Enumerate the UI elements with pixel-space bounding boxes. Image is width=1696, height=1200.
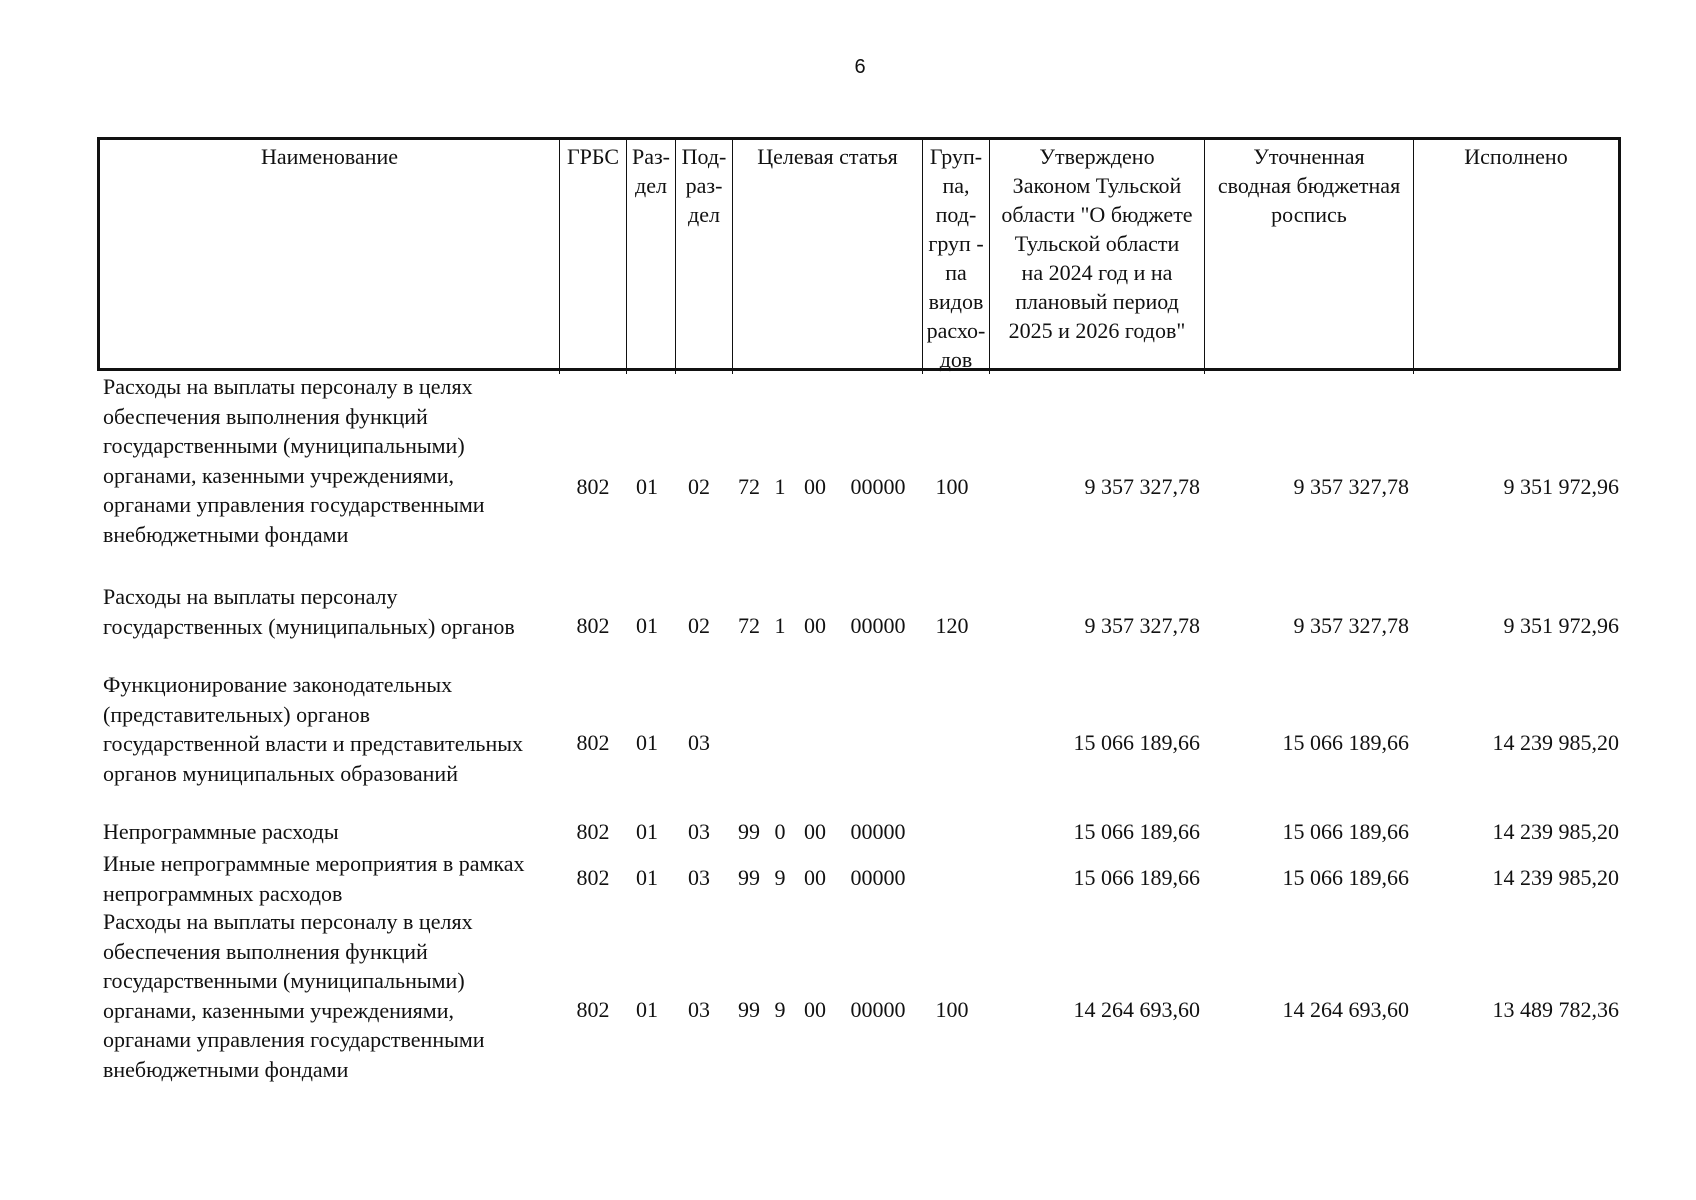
cell-grbs: 802 — [576, 997, 610, 1022]
cell-cs-program: 99 — [738, 819, 760, 844]
cell-cs-direction: 00000 — [850, 613, 906, 638]
cell-cs-type: 9 — [774, 997, 786, 1022]
cell-gruppa — [929, 817, 975, 847]
cell-razdel: 01 — [636, 865, 658, 890]
cell-utochnennaya: 9 357 327,78 — [1293, 613, 1409, 638]
cell-utverzhdeno: 15 066 189,66 — [1073, 819, 1200, 844]
header-razdel: Раз- дел — [627, 140, 676, 374]
cell-cs-program: 72 — [738, 613, 760, 638]
cell-cs-direction — [843, 728, 913, 758]
cell-cs-type: 9 — [774, 865, 786, 890]
cell-utochnennaya: 14 264 693,60 — [1282, 997, 1409, 1022]
cell-utverzhdeno: 15 066 189,66 — [1073, 865, 1200, 890]
header-gruppa: Груп- па, под- груп - па видов расхо- дов — [923, 140, 990, 374]
cell-grbs: 802 — [576, 474, 610, 499]
cell-razdel: 01 — [636, 474, 658, 499]
cell-razdel: 01 — [636, 613, 658, 638]
header-utverzhdeno: Утверждено Законом Тульской области "О бюджете Тульской области на 2024 год и на плановый период 2025 и 2026 годов" — [990, 140, 1205, 374]
cell-cs-direction: 00000 — [850, 865, 906, 890]
cell-cs-program: 99 — [738, 997, 760, 1022]
header-ispolneno: Исполнено — [1464, 144, 1568, 169]
cell-cs-direction: 00000 — [850, 474, 906, 499]
cell-podrazdel: 03 — [688, 997, 710, 1022]
cell-cs-type — [770, 728, 790, 758]
page-number: 6 — [854, 56, 866, 78]
cell-podrazdel: 03 — [688, 865, 710, 890]
header-grbs: ГРБС — [560, 140, 627, 374]
cell-razdel: 01 — [636, 997, 658, 1022]
cell-gruppa — [929, 728, 975, 758]
cell-utverzhdeno: 9 357 327,78 — [1084, 474, 1200, 499]
header-utochnennaya: Уточненная сводная бюджетная роспись — [1205, 140, 1414, 374]
cell-podrazdel: 02 — [688, 613, 710, 638]
header-celevaya-statya: Целевая статья — [733, 140, 923, 374]
cell-ispolneno: 9 351 972,96 — [1503, 474, 1619, 499]
cell-razdel: 01 — [636, 730, 658, 755]
cell-gruppa: 100 — [935, 997, 969, 1022]
cell-utochnennaya: 9 357 327,78 — [1293, 474, 1409, 499]
cell-ispolneno: 13 489 782,36 — [1492, 997, 1619, 1022]
cell-utochnennaya: 15 066 189,66 — [1282, 819, 1409, 844]
cell-cs-main: 00 — [804, 474, 826, 499]
cell-podrazdel: 03 — [688, 730, 710, 755]
row-name: Расходы на выплаты персоналу в целях обеспечения выполнения функций государственными (муниципальными) органами, казенными учреждениями, органами управления государственными внебюджетными фондами — [103, 909, 485, 1082]
cell-grbs: 802 — [576, 865, 610, 890]
cell-grbs: 802 — [576, 730, 610, 755]
cell-cs-type: 1 — [774, 613, 786, 638]
cell-gruppa: 100 — [935, 474, 969, 499]
row-name: Непрограммные расходы — [103, 819, 339, 844]
cell-cs-main — [800, 728, 830, 758]
cell-utverzhdeno: 14 264 693,60 — [1073, 997, 1200, 1022]
row-name: Расходы на выплаты персоналу государственных (муниципальных) органов — [103, 584, 515, 639]
row-name: Функционирование законодательных (представительных) органов государственной власти и представительных органов муниципальных образований — [103, 672, 524, 786]
cell-cs-main: 00 — [804, 997, 826, 1022]
cell-utochnennaya: 15 066 189,66 — [1282, 730, 1409, 755]
cell-cs-direction: 00000 — [850, 997, 906, 1022]
cell-cs-program — [734, 728, 764, 758]
cell-ispolneno: 14 239 985,20 — [1492, 730, 1619, 755]
cell-grbs: 802 — [576, 819, 610, 844]
cell-razdel: 01 — [636, 819, 658, 844]
cell-utverzhdeno: 15 066 189,66 — [1073, 730, 1200, 755]
cell-podrazdel: 03 — [688, 819, 710, 844]
cell-ispolneno: 14 239 985,20 — [1492, 819, 1619, 844]
cell-grbs: 802 — [576, 613, 610, 638]
cell-cs-program: 72 — [738, 474, 760, 499]
cell-ispolneno: 9 351 972,96 — [1503, 613, 1619, 638]
cell-cs-main: 00 — [804, 865, 826, 890]
row-name: Иные непрограммные мероприятия в рамках непрограммных расходов — [103, 851, 525, 906]
header-podrazdel: Под- раз- дел — [676, 140, 733, 374]
cell-utochnennaya: 15 066 189,66 — [1282, 865, 1409, 890]
cell-gruppa — [929, 863, 975, 893]
row-name: Расходы на выплаты персоналу в целях обеспечения выполнения функций государственными (муниципальными) органами, казенными учреждениями, органами управления государственными внебюджетными фондами — [103, 374, 485, 547]
cell-cs-main: 00 — [804, 613, 826, 638]
cell-utverzhdeno: 9 357 327,78 — [1084, 613, 1200, 638]
cell-cs-main: 00 — [804, 819, 826, 844]
table-header — [97, 137, 1621, 371]
header-name: Наименование — [100, 140, 560, 374]
cell-gruppa: 120 — [935, 613, 969, 638]
cell-cs-program: 99 — [738, 865, 760, 890]
cell-cs-direction: 00000 — [850, 819, 906, 844]
cell-podrazdel: 02 — [688, 474, 710, 499]
cell-ispolneno: 14 239 985,20 — [1492, 865, 1619, 890]
cell-cs-type: 1 — [774, 474, 786, 499]
cell-cs-type: 0 — [774, 819, 786, 844]
